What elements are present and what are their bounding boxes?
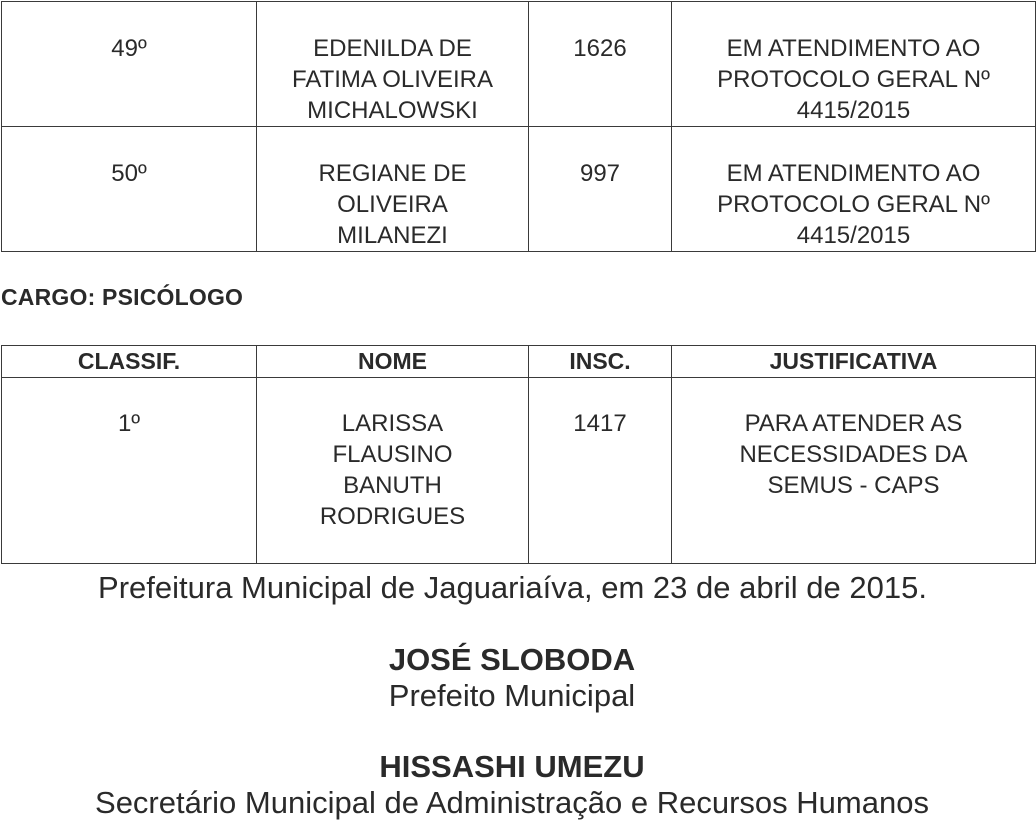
signer-name: JOSÉ SLOBODA (388, 642, 636, 677)
justificativa-cell (672, 127, 1036, 252)
insc-cell (529, 378, 672, 564)
table-row (2, 2, 1036, 127)
table-row (2, 378, 1036, 564)
nome-line: MILANEZI (337, 222, 448, 249)
nome-line: OLIVEIRA (337, 191, 448, 218)
just-line: EM ATENDIMENTO AO (726, 35, 981, 62)
just-line: PROTOCOLO GERAL Nº (717, 66, 990, 93)
cargo-heading: CARGO: PSICÓLOGO (1, 284, 244, 310)
candidates-table-previous (1, 1, 1036, 252)
insc-cell (529, 2, 672, 127)
candidates-table-psicologo (1, 345, 1036, 564)
nome-line: EDENILDA DE (313, 35, 472, 62)
header-insc: INSC. (529, 346, 672, 378)
nome-line: RODRIGUES (319, 503, 466, 530)
signer-name: HISSASHI UMEZU (379, 749, 645, 784)
classif-value: 1º (117, 410, 141, 437)
insc-value: 1417 (573, 410, 627, 437)
just-line: NECESSIDADES DA (739, 441, 968, 468)
just-line: 4415/2015 (796, 222, 911, 249)
nome-line: MICHALOWSKI (307, 97, 478, 124)
just-line: PROTOCOLO GERAL Nº (717, 191, 990, 218)
nome-line: FLAUSINO (332, 441, 453, 468)
classif-cell (2, 2, 257, 127)
nome-line: REGIANE DE (318, 160, 467, 187)
nome-line: BANUTH (343, 472, 442, 499)
justificativa-cell (672, 2, 1036, 127)
insc-cell (529, 127, 672, 252)
nome-line: FATIMA OLIVEIRA (292, 66, 493, 93)
nome-cell (257, 127, 529, 252)
insc-value: 1626 (573, 35, 627, 62)
header-classif: CLASSIF. (2, 346, 257, 378)
header-nome: NOME (257, 346, 529, 378)
classif-value: 49º (111, 35, 147, 62)
signer-role: Prefeito Municipal (388, 678, 636, 713)
classif-cell (2, 378, 257, 564)
closing-statement: Prefeitura Municipal de Jaguariaíva, em 23 de abril de 2015. (98, 570, 927, 605)
just-line: EM ATENDIMENTO AO (726, 160, 981, 187)
just-line: SEMUS - CAPS (767, 472, 940, 499)
classif-value: 50º (111, 160, 147, 187)
nome-line: LARISSA (341, 410, 444, 437)
table-row (2, 127, 1036, 252)
insc-value: 997 (579, 160, 621, 187)
header-justificativa: JUSTIFICATIVA (672, 346, 1036, 378)
classif-cell (2, 127, 257, 252)
table-header-row (2, 346, 1036, 378)
nome-cell (257, 378, 529, 564)
nome-cell (257, 2, 529, 127)
just-line: PARA ATENDER AS (744, 410, 963, 437)
just-line: 4415/2015 (796, 97, 911, 124)
justificativa-cell (672, 378, 1036, 564)
signer-role: Secretário Municipal de Administração e Recursos Humanos (95, 785, 929, 820)
